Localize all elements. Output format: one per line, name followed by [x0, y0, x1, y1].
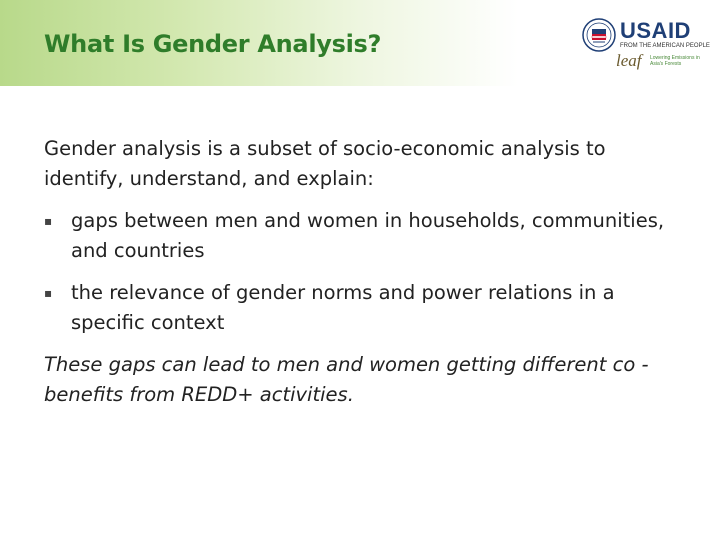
leaf-wordmark: leaf [616, 51, 642, 70]
intro-paragraph: Gender analysis is a subset of socio-economic analysis to identify, understand, and explain: [44, 137, 606, 190]
square-bullet-icon: ▪ [44, 286, 53, 300]
usaid-seal-icon [582, 18, 616, 52]
usaid-wordmark: USAID [620, 18, 691, 43]
usaid-tagline: FROM THE AMERICAN PEOPLE [620, 43, 710, 49]
leaf-logo [616, 52, 712, 74]
bullet-list [44, 206, 684, 338]
closing-paragraph: These gaps can lead to men and women getting different co -benefits from REDD+ activities. [44, 353, 649, 406]
list-item [44, 278, 684, 338]
bullet-text: gaps between men and women in households, communities, and countries [71, 209, 665, 262]
leaf-tagline: Lowering Emissions in Asia's Forests [650, 55, 700, 67]
slide-body [44, 134, 684, 410]
list-item [44, 206, 684, 266]
bullet-text: the relevance of gender norms and power relations in a specific context [71, 281, 615, 334]
slide-title: What Is Gender Analysis? [44, 30, 382, 58]
logo-group [582, 18, 712, 76]
square-bullet-icon: ▪ [44, 214, 53, 228]
